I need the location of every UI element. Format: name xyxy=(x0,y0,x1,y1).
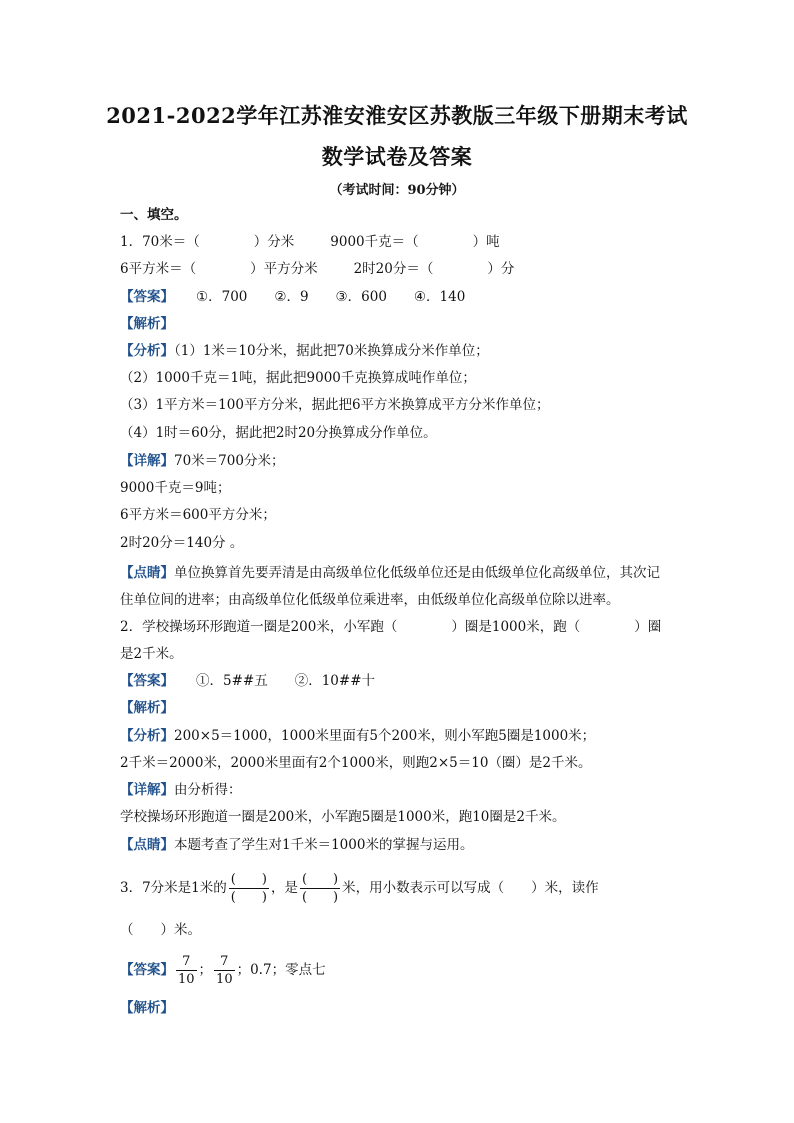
note-text: 本题考查了学生对1千米＝1000米的掌握与运用。 xyxy=(174,837,474,853)
analysis-text: 200×5＝1000，1000米里面有5个200米，则小军跑5圈是1000米； xyxy=(174,728,596,744)
q3-line2: （ ）米。 xyxy=(120,922,201,938)
q1-detail-3: 6平方米＝600平方分米； xyxy=(120,507,276,523)
jiexi-tag: 【解析】 xyxy=(120,316,174,332)
q2-analysis-2: 2千米＝2000米，2000米里面有2个1000米，则跑2×5＝10（圈）是2千米。 xyxy=(120,755,592,771)
page-title-line1: 2021-2022学年江苏淮安淮安区苏教版三年级下册期末考试 xyxy=(106,103,688,128)
q1-item4: 2时20分＝（ ）分 xyxy=(353,261,515,277)
q2-detail-1 xyxy=(120,780,242,800)
q1-analysis-1 xyxy=(120,341,489,361)
answer-fraction-2: $\frac{7}{10}$ xyxy=(216,954,233,987)
answer-tag: 【答案】 xyxy=(120,289,174,305)
q2-line2: 是2千米。 xyxy=(120,646,183,662)
q1-detail-1 xyxy=(120,451,284,471)
jiexi-tag: 【解析】 xyxy=(120,1000,174,1016)
answer-tag: 【答案】 xyxy=(120,673,174,689)
detail-tag: 【详解】 xyxy=(120,782,174,798)
page-title-line2: 数学试卷及答案 xyxy=(321,144,473,169)
jiexi-tag: 【解析】 xyxy=(120,700,174,716)
q1-item2: 9000千克＝（ ）吨 xyxy=(330,234,500,250)
analysis-text: （1）1米＝10分米，据此把70米换算成分米作单位； xyxy=(174,343,489,359)
q2-line1: 2．学校操场环形跑道一圈是200米，小军跑（ ）圈是1000米，跑（ ）圈 xyxy=(120,619,662,635)
answer-sep: ； xyxy=(198,962,213,978)
q2-note-1 xyxy=(120,835,473,855)
answer-tag: 【答案】 xyxy=(120,962,174,978)
q1-line2 xyxy=(120,259,514,279)
q2-answer-values: ①．5##五 ②．10##十 xyxy=(196,673,376,689)
q1-detail-2: 9000千克＝9吨； xyxy=(120,480,231,496)
answer-rest: ；0.7；零点七 xyxy=(236,962,326,978)
q1-detail-4: 2时20分＝140分 。 xyxy=(120,535,244,551)
q3-suffix: 米，用小数表示可以写成（ ）米，读作 xyxy=(342,880,599,896)
q3-answer xyxy=(120,950,326,990)
q1-note-2: 住单位间的进率；由高级单位化低级单位乘进率，由低级单位化高级单位除以进率。 xyxy=(120,592,620,608)
note-tag: 【点睛】 xyxy=(120,837,174,853)
q3-comma: ，是 xyxy=(270,880,298,896)
fraction-blank-1: $\frac{( )}{( )}$ xyxy=(230,872,267,905)
q2-detail-2: 学校操场环形跑道一圈是200米，小军跑5圈是1000米，跑10圈是2千米。 xyxy=(120,809,566,825)
q1-item1: 1．70米＝（ ）分米 xyxy=(120,234,295,250)
q1-note-1 xyxy=(120,563,660,583)
q1-analysis-4: （4）1时＝60分，据此把2时20分换算成分作单位。 xyxy=(120,425,437,441)
q1-answer-values: ①．700 ②．9 ③．600 ④．140 xyxy=(196,289,466,305)
detail-tag: 【详解】 xyxy=(120,453,174,469)
q3-line1 xyxy=(120,868,599,908)
section-heading: 一、填空。 xyxy=(120,207,188,223)
fraction-blank-2: $\frac{( )}{( )}$ xyxy=(301,872,339,905)
q2-analysis-1 xyxy=(120,726,595,746)
analysis-tag: 【分析】 xyxy=(120,728,174,744)
q1-answer xyxy=(120,287,465,307)
q1-item3: 6平方米＝（ ）平方分米 xyxy=(120,261,318,277)
note-text: 单位换算首先要弄清是由高级单位化低级单位还是由低级单位化高级单位，其次记 xyxy=(174,565,660,581)
q1-analysis-2: （2）1000千克＝1吨，据此把9000千克换算成吨作单位； xyxy=(120,370,476,386)
exam-duration: （考试时间：90分钟） xyxy=(329,183,465,198)
q3-prefix: 3．7分米是1米的 xyxy=(120,880,227,896)
analysis-tag: 【分析】 xyxy=(120,343,174,359)
answer-fraction-1: $\frac{7}{10}$ xyxy=(178,954,195,987)
note-tag: 【点睛】 xyxy=(120,565,174,581)
detail-text: 由分析得： xyxy=(174,782,242,798)
q2-answer xyxy=(120,671,375,691)
q1-line1 xyxy=(120,232,500,252)
q1-analysis-3: （3）1平方米＝100平方分米，据此把6平方米换算成平方分米作单位； xyxy=(120,397,550,413)
detail-text: 70米＝700分米； xyxy=(174,453,285,469)
